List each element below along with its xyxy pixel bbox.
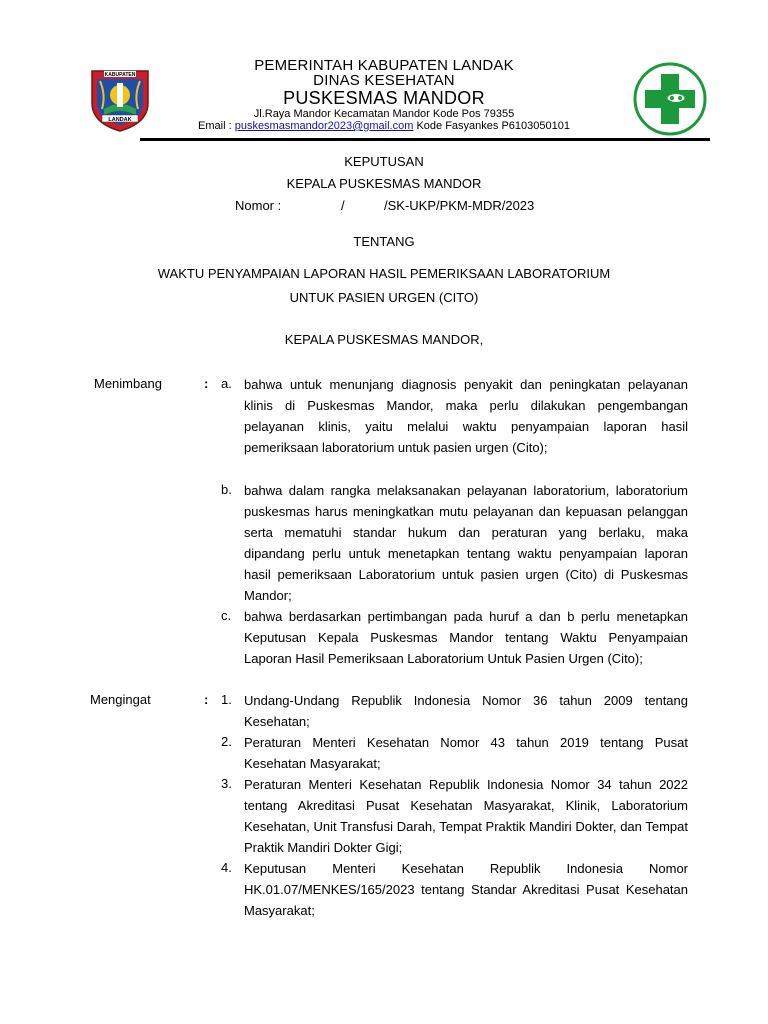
menimbang-colon: : [204, 376, 209, 391]
header-address: Jl.Raya Mandor Kecamatan Mandor Kode Pos 79355 [253, 108, 515, 120]
header-puskesmas: PUSKESMAS MANDOR [283, 88, 485, 108]
number-slash: / [341, 198, 345, 213]
header-department: DINAS KESEHATAN [313, 72, 455, 89]
menimbang-item: bahwa dalam rangka melaksanakan pelayanan laboratorium, laboratorium puskesmas harus meningkatkan mutu pelayanan dan kepuasan pelanggan serta mematuhi standar hukum dan peraturan yang berlaku, maka dipandang perlu untuk menetapkan tentang waktu penyampaian laporan hasil pemeriksaan Laboratorium untuk pasien urgen (Cito) di Puskesmas Mandor; [244, 483, 688, 603]
menimbang-marker: a. [221, 376, 232, 391]
menimbang-marker: c. [221, 608, 232, 623]
mengingat-marker: 2. [221, 734, 232, 749]
mengingat-marker: 4. [221, 860, 232, 875]
mengingat-item: Undang-Undang Republik Indonesia Nomor 36 tahun 2009 tentang Kesehatan; [244, 693, 688, 729]
logo-top-text: KABUPATEN [104, 72, 136, 78]
email-link[interactable]: puskesmasmandor2023@gmail.com [234, 120, 414, 132]
mengingat-marker: 1. [221, 692, 232, 707]
decision-title: KEPUTUSAN [344, 154, 424, 169]
fasyankes-code: Kode Fasyankes P6103050101 [413, 120, 570, 132]
menimbang-label: Menimbang [94, 376, 162, 391]
mengingat-item: Peraturan Menteri Kesehatan Nomor 43 tahun 2019 tentang Pusat Kesehatan Masyarakat; [244, 735, 688, 771]
subject-line-2: UNTUK PASIEN URGEN (CITO) [289, 290, 479, 305]
number-suffix: /SK-UKP/PKM-MDR/2023 [384, 198, 535, 213]
subject-line-1: WAKTU PENYAMPAIAN LAPORAN HASIL PEMERIKSAAN LABORATORIUM [157, 266, 611, 281]
menimbang-marker: b. [221, 482, 232, 497]
mengingat-marker: 3. [221, 776, 232, 791]
number-label: Nomor : [235, 198, 282, 213]
header-government: PEMERINTAH KABUPATEN LANDAK [254, 57, 514, 74]
decision-issuer: KEPALA PUSKESMAS MANDOR [286, 176, 482, 191]
official-heading: KEPALA PUSKESMAS MANDOR, [284, 332, 484, 347]
mengingat-label: Mengingat [90, 692, 151, 707]
letterhead-divider [140, 138, 710, 141]
mengingat-colon: : [204, 692, 209, 707]
email-label: Email : [198, 120, 235, 132]
menimbang-item: bahwa berdasarkan pertimbangan pada huruf a dan b perlu menetapkan Keputusan Kepala Puskesmas Mandor tentang Waktu Penyampaian Laporan Hasil Pemeriksaan Laboratorium Untuk Pasien Urgen (Cito); [244, 609, 688, 666]
mengingat-item: Keputusan Menteri Kesehatan Republik Indonesia Nomor HK.01.07/MENKES/165/2023 tentang Standar Akreditasi Pusat Kesehatan Masyarakat; [244, 861, 688, 918]
logo-bottom-text: LANDAK [108, 117, 132, 123]
menimbang-item: bahwa untuk menunjang diagnosis penyakit dan peningkatan pelayanan klinis di Puskesmas Mandor, maka perlu dilakukan pengembangan pelayanan klinis, yaitu melalui waktu penyampaian laporan hasil pemeriksaan laboratorium untuk pasien urgen (Cito); [244, 377, 688, 455]
about-heading: TENTANG [353, 234, 415, 249]
header-contact [0, 120, 768, 132]
mengingat-item: Peraturan Menteri Kesehatan Republik Indonesia Nomor 34 tahun 2022 tentang Akreditasi Pusat Kesehatan Masyarakat, Klinik, Laboratorium Kesehatan, Unit Transfusi Darah, Tempat Praktik Mandiri Dokter, dan Tempat Praktik Mandiri Dokter Gigi; [244, 777, 688, 855]
